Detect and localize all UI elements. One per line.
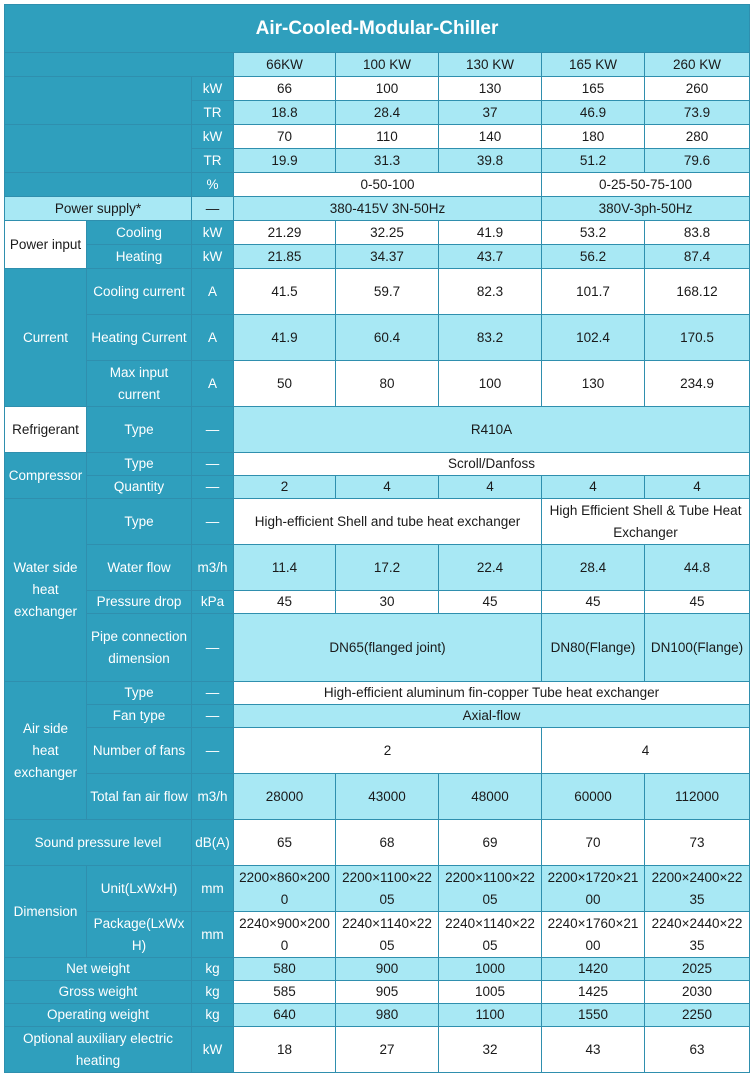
value-cell: 28.4 <box>336 101 439 125</box>
unit-cell: % <box>192 173 234 197</box>
row-label: Number of fans <box>87 728 192 774</box>
value-cell: High-efficient aluminum fin-copper Tube heat exchanger <box>234 682 750 705</box>
value-cell: 165 <box>542 77 645 101</box>
value-cell: 21.29 <box>234 221 336 245</box>
row-label: Optional auxiliary electric heating <box>5 1027 192 1073</box>
row-label: Type <box>87 407 192 453</box>
value-cell: 17.2 <box>336 545 439 591</box>
unit-cell: TR <box>192 101 234 125</box>
row-label: Quantity <box>87 476 192 499</box>
value-cell: DN100(Flange) <box>645 614 750 682</box>
value-cell: 66 <box>234 77 336 101</box>
value-cell: 100 <box>439 361 542 407</box>
value-cell: 280 <box>645 125 750 149</box>
value-cell: 60.4 <box>336 315 439 361</box>
value-cell: 180 <box>542 125 645 149</box>
value-cell: High-efficient Shell and tube heat exchanger <box>234 499 542 545</box>
row-label: Water flow <box>87 545 192 591</box>
value-cell: 1100 <box>439 1004 542 1027</box>
value-cell: 69 <box>439 820 542 866</box>
value-cell: Scroll/Danfoss <box>234 453 750 476</box>
row-label: Cooling current <box>87 269 192 315</box>
value-cell: Axial-flow <box>234 705 750 728</box>
value-cell: 41.5 <box>234 269 336 315</box>
value-cell: 50 <box>234 361 336 407</box>
value-cell: 4 <box>645 476 750 499</box>
unit-cell: — <box>192 728 234 774</box>
unit-cell: kW <box>192 245 234 269</box>
value-cell: 70 <box>542 820 645 866</box>
value-cell: 22.4 <box>439 545 542 591</box>
unit-cell: — <box>192 453 234 476</box>
value-cell: 1420 <box>542 958 645 981</box>
value-cell: 2200×1100×2205 <box>336 866 439 912</box>
value-cell: 31.3 <box>336 149 439 173</box>
value-cell: 110 <box>336 125 439 149</box>
value-cell: 41.9 <box>439 221 542 245</box>
value-cell: 100 <box>336 77 439 101</box>
group-label: Water side heat exchanger <box>5 499 87 682</box>
header-blank <box>5 53 234 77</box>
value-cell: 640 <box>234 1004 336 1027</box>
value-cell: High Efficient Shell & Tube Heat Exchanger <box>542 499 750 545</box>
value-cell: 112000 <box>645 774 750 820</box>
value-cell: 0-50-100 <box>234 173 542 197</box>
value-cell: 580 <box>234 958 336 981</box>
value-cell: 32 <box>439 1027 542 1073</box>
value-cell: 63 <box>645 1027 750 1073</box>
unit-cell: kg <box>192 1004 234 1027</box>
value-cell: 83.8 <box>645 221 750 245</box>
value-cell: 234.9 <box>645 361 750 407</box>
unit-cell: kW <box>192 125 234 149</box>
unit-cell: — <box>192 614 234 682</box>
value-cell: 60000 <box>542 774 645 820</box>
group-label: Compressor <box>5 453 87 499</box>
row-label: Operating weight <box>5 1004 192 1027</box>
group-label: Refrigerant <box>5 407 87 453</box>
value-cell: 2240×1140×2205 <box>439 912 542 958</box>
value-cell: 101.7 <box>542 269 645 315</box>
value-cell: 43000 <box>336 774 439 820</box>
row-label: Unit(LxWxH) <box>87 866 192 912</box>
value-cell: 4 <box>336 476 439 499</box>
row-label: Pipe connection dimension <box>87 614 192 682</box>
row-label: Net weight <box>5 958 192 981</box>
value-cell: 4 <box>542 476 645 499</box>
table-title: Air-Cooled-Modular-Chiller <box>5 5 750 53</box>
value-cell: 79.6 <box>645 149 750 173</box>
value-cell: 905 <box>336 981 439 1004</box>
value-cell: 80 <box>336 361 439 407</box>
value-cell: 2240×900×2000 <box>234 912 336 958</box>
value-cell: 68 <box>336 820 439 866</box>
value-cell: 130 <box>439 77 542 101</box>
row-label: Cooling <box>87 221 192 245</box>
value-cell: 30 <box>336 591 439 614</box>
group-label: Current <box>5 269 87 407</box>
unit-cell: kW <box>192 221 234 245</box>
group-label: Dimension <box>5 866 87 958</box>
unit-cell: — <box>192 705 234 728</box>
capacity-adjust-label <box>5 173 192 197</box>
row-label: Sound pressure level <box>5 820 192 866</box>
unit-cell: m3/h <box>192 774 234 820</box>
value-cell: 260 <box>645 77 750 101</box>
value-cell: 11.4 <box>234 545 336 591</box>
value-cell: 1000 <box>439 958 542 981</box>
row-label: Power supply* <box>5 197 192 221</box>
unit-cell: — <box>192 197 234 221</box>
value-cell: 19.9 <box>234 149 336 173</box>
unit-cell: m3/h <box>192 545 234 591</box>
value-cell: 51.2 <box>542 149 645 173</box>
value-cell: 53.2 <box>542 221 645 245</box>
group-label: Power input <box>5 221 87 269</box>
value-cell: 43 <box>542 1027 645 1073</box>
value-cell: 2200×1100×2205 <box>439 866 542 912</box>
value-cell: 102.4 <box>542 315 645 361</box>
row-label: Gross weight <box>5 981 192 1004</box>
unit-cell: — <box>192 407 234 453</box>
value-cell: 380V-3ph-50Hz <box>542 197 750 221</box>
group-label: Air side heat exchanger <box>5 682 87 820</box>
row-label: Type <box>87 453 192 476</box>
value-cell: 2 <box>234 476 336 499</box>
value-cell: 87.4 <box>645 245 750 269</box>
value-cell: 73 <box>645 820 750 866</box>
unit-cell: — <box>192 682 234 705</box>
value-cell: 380-415V 3N-50Hz <box>234 197 542 221</box>
unit-cell: mm <box>192 912 234 958</box>
value-cell: 41.9 <box>234 315 336 361</box>
value-cell: 2200×2400×2235 <box>645 866 750 912</box>
value-cell: 39.8 <box>439 149 542 173</box>
value-cell: 18.8 <box>234 101 336 125</box>
value-cell: 980 <box>336 1004 439 1027</box>
value-cell: 1425 <box>542 981 645 1004</box>
value-cell: 45 <box>439 591 542 614</box>
value-cell: 43.7 <box>439 245 542 269</box>
row-label: Package(LxWxH) <box>87 912 192 958</box>
value-cell: 45 <box>542 591 645 614</box>
unit-cell: kW <box>192 77 234 101</box>
value-cell: 900 <box>336 958 439 981</box>
value-cell: 21.85 <box>234 245 336 269</box>
row-label: Heating Current <box>87 315 192 361</box>
value-cell: 2250 <box>645 1004 750 1027</box>
value-cell: 0-25-50-75-100 <box>542 173 750 197</box>
model-header: 165 KW <box>542 53 645 77</box>
value-cell: 4 <box>439 476 542 499</box>
value-cell: 130 <box>542 361 645 407</box>
value-cell: 48000 <box>439 774 542 820</box>
value-cell: 56.2 <box>542 245 645 269</box>
unit-cell: kW <box>192 1027 234 1073</box>
value-cell: 2030 <box>645 981 750 1004</box>
model-header: 260 KW <box>645 53 750 77</box>
value-cell: 2200×1720×2100 <box>542 866 645 912</box>
value-cell: DN80(Flange) <box>542 614 645 682</box>
model-header: 66KW <box>234 53 336 77</box>
unit-cell: TR <box>192 149 234 173</box>
unit-cell: — <box>192 476 234 499</box>
value-cell: 27 <box>336 1027 439 1073</box>
capacity-label-2 <box>5 125 192 173</box>
value-cell: 45 <box>234 591 336 614</box>
row-label: Type <box>87 499 192 545</box>
value-cell: 32.25 <box>336 221 439 245</box>
row-label: Pressure drop <box>87 591 192 614</box>
row-label: Max input current <box>87 361 192 407</box>
value-cell: 2240×2440×2235 <box>645 912 750 958</box>
value-cell: 585 <box>234 981 336 1004</box>
value-cell: 2025 <box>645 958 750 981</box>
value-cell: 73.9 <box>645 101 750 125</box>
value-cell: 140 <box>439 125 542 149</box>
unit-cell: A <box>192 361 234 407</box>
unit-cell: kPa <box>192 591 234 614</box>
value-cell: 18 <box>234 1027 336 1073</box>
model-header: 130 KW <box>439 53 542 77</box>
row-label: Heating <box>87 245 192 269</box>
row-label: Total fan air flow <box>87 774 192 820</box>
unit-cell: A <box>192 315 234 361</box>
value-cell: DN65(flanged joint) <box>234 614 542 682</box>
value-cell: 28.4 <box>542 545 645 591</box>
value-cell: 82.3 <box>439 269 542 315</box>
row-label: Type <box>87 682 192 705</box>
value-cell: 45 <box>645 591 750 614</box>
value-cell: 2 <box>234 728 542 774</box>
value-cell: 1550 <box>542 1004 645 1027</box>
capacity-label-1 <box>5 77 192 125</box>
unit-cell: kg <box>192 981 234 1004</box>
value-cell: 44.8 <box>645 545 750 591</box>
value-cell: 46.9 <box>542 101 645 125</box>
model-header: 100 KW <box>336 53 439 77</box>
unit-cell: — <box>192 499 234 545</box>
unit-cell: mm <box>192 866 234 912</box>
value-cell: 37 <box>439 101 542 125</box>
value-cell: 65 <box>234 820 336 866</box>
value-cell: 83.2 <box>439 315 542 361</box>
value-cell: 59.7 <box>336 269 439 315</box>
chiller-spec-table <box>4 4 750 1073</box>
value-cell: 2240×1140×2205 <box>336 912 439 958</box>
value-cell: R410A <box>234 407 750 453</box>
unit-cell: A <box>192 269 234 315</box>
value-cell: 70 <box>234 125 336 149</box>
value-cell: 170.5 <box>645 315 750 361</box>
value-cell: 2240×1760×2100 <box>542 912 645 958</box>
unit-cell: dB(A) <box>192 820 234 866</box>
value-cell: 1005 <box>439 981 542 1004</box>
unit-cell: kg <box>192 958 234 981</box>
value-cell: 168.12 <box>645 269 750 315</box>
value-cell: 34.37 <box>336 245 439 269</box>
row-label: Fan type <box>87 705 192 728</box>
value-cell: 28000 <box>234 774 336 820</box>
value-cell: 4 <box>542 728 750 774</box>
value-cell: 2200×860×2000 <box>234 866 336 912</box>
